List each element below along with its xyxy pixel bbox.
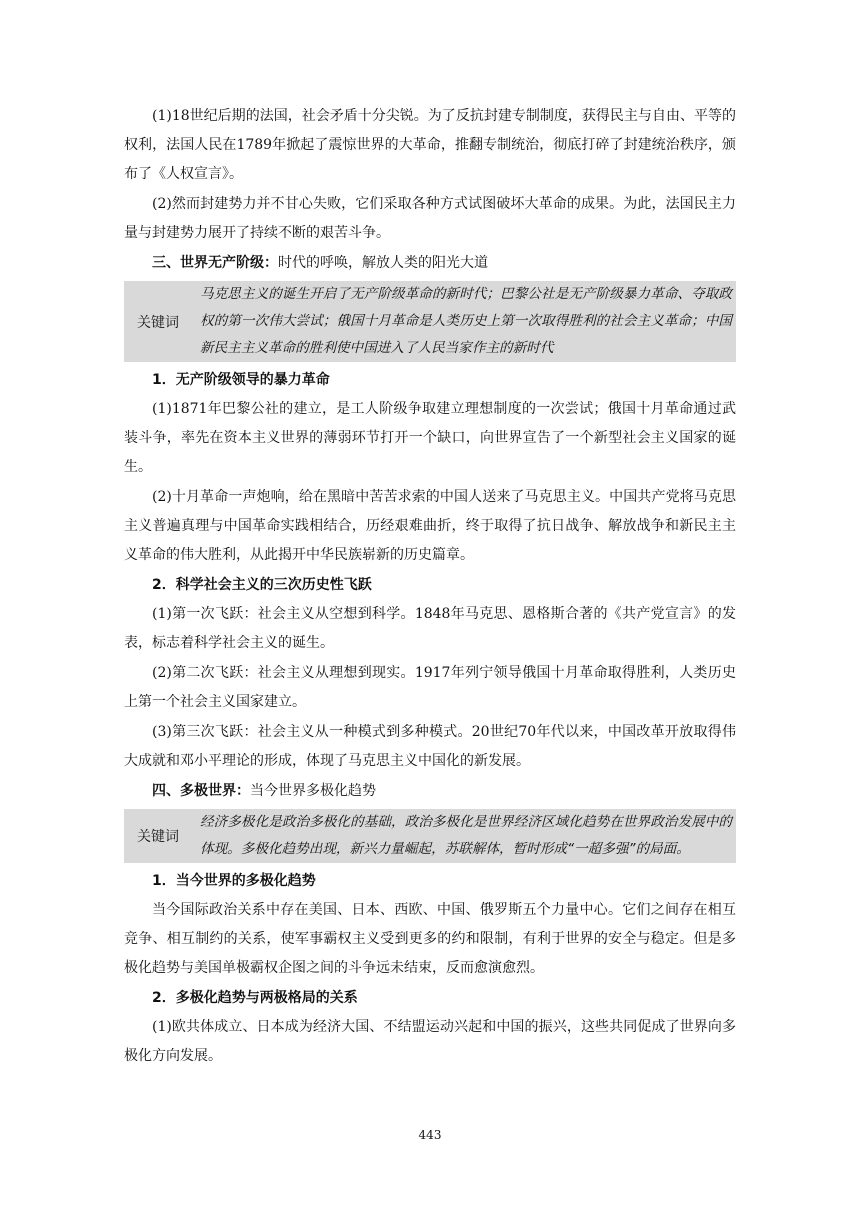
keyword-label: 关键词	[137, 829, 179, 845]
section-title: 三、世界无产阶级：	[152, 255, 278, 271]
subheading: 2．科学社会主义的三次历史性飞跃	[152, 577, 372, 593]
section-heading	[124, 777, 736, 806]
paragraph: (1)第一次飞跃：社会主义从空想到科学。1848年马克思、恩格斯合著的《共产党宣言》的发表，标志着科学社会主义的诞生。	[124, 606, 736, 651]
paragraph: (1)18世纪后期的法国，社会矛盾十分尖锐。为了反抗封建专制制度，获得民主与自由、平等的权利，法国人民在1789年掀起了震惊世界的大革命，推翻专制统治，彻底打碎了封建统治秩序，颁布了《人权宣言》。	[124, 108, 736, 182]
subheading: 1．当今世界的多极化趋势	[152, 873, 316, 889]
keyword-box	[124, 809, 736, 863]
paragraph: (2)第二次飞跃：社会主义从理想到现实。1917年列宁领导俄国十月革命取得胜利，人类历史上第一个社会主义国家建立。	[124, 665, 736, 710]
subheading: 2．多极化趋势与两极格局的关系	[152, 990, 358, 1006]
page-content	[124, 102, 736, 1072]
section-subtitle: 当今世界多极化趋势	[250, 783, 376, 799]
paragraph: (2)十月革命一声炮响，给在黑暗中苦苦求索的中国人送来了马克思主义。中国共产党将马克思主义普遍真理与中国革命实践相结合，历经艰难曲折，终于取得了抗日战争、解放战争和新民主主义革命的伟大胜利，从此揭开中华民族崭新的历史篇章。	[124, 489, 736, 563]
section-subtitle: 时代的呼唤，解放人类的阳光大道	[278, 255, 488, 271]
paragraph: (1)1871年巴黎公社的建立，是工人阶级争取建立理想制度的一次尝试；俄国十月革命通过武装斗争，率先在资本主义世界的薄弱环节打开一个缺口，向世界宣告了一个新型社会主义国家的诞生。	[124, 401, 736, 475]
keyword-text: 马克思主义的诞生开启了无产阶级革命的新时代；巴黎公社是无产阶级暴力革命、夺取政权的第一次伟大尝试；俄国十月革命是人类历史上第一次取得胜利的社会主义革命；中国新民主主义革命的胜利使中国进入了人民当家作主的新时代	[200, 286, 732, 356]
keyword-label: 关键词	[137, 314, 179, 331]
paragraph: (1)欧共体成立、日本成为经济大国、不结盟运动兴起和中国的振兴，这些共同促成了世界向多极化方向发展。	[124, 1019, 736, 1064]
paragraph: (3)第三次飞跃：社会主义从一种模式到多种模式。20世纪70年代以来，中国改革开放取得伟大成就和邓小平理论的形成，体现了马克思主义中国化的新发展。	[124, 724, 736, 769]
page-number: 443	[418, 1128, 442, 1142]
section-heading	[124, 249, 736, 278]
keyword-box	[124, 281, 736, 362]
paragraph: (2)然而封建势力并不甘心失败，它们采取各种方式试图破坏大革命的成果。为此，法国民主力量与封建势力展开了持续不断的艰苦斗争。	[124, 196, 736, 241]
section-title: 四、多极世界：	[152, 783, 250, 799]
keyword-text: 经济多极化是政治多极化的基础，政治多极化是世界经济区域化趋势在世界政治发展中的体现。多极化趋势出现，新兴力量崛起，苏联解体，暂时形成“一超多强”的局面。	[200, 814, 732, 857]
subheading: 1．无产阶级领导的暴力革命	[152, 372, 330, 388]
paragraph: 当今国际政治关系中存在美国、日本、西欧、中国、俄罗斯五个力量中心。它们之间存在相互竞争、相互制约的关系，使军事霸权主义受到更多的约和限制，有利于世界的安全与稳定。但是多极化趋势与美国单极霸权企图之间的斗争远未结束，反而愈演愈烈。	[124, 902, 736, 976]
